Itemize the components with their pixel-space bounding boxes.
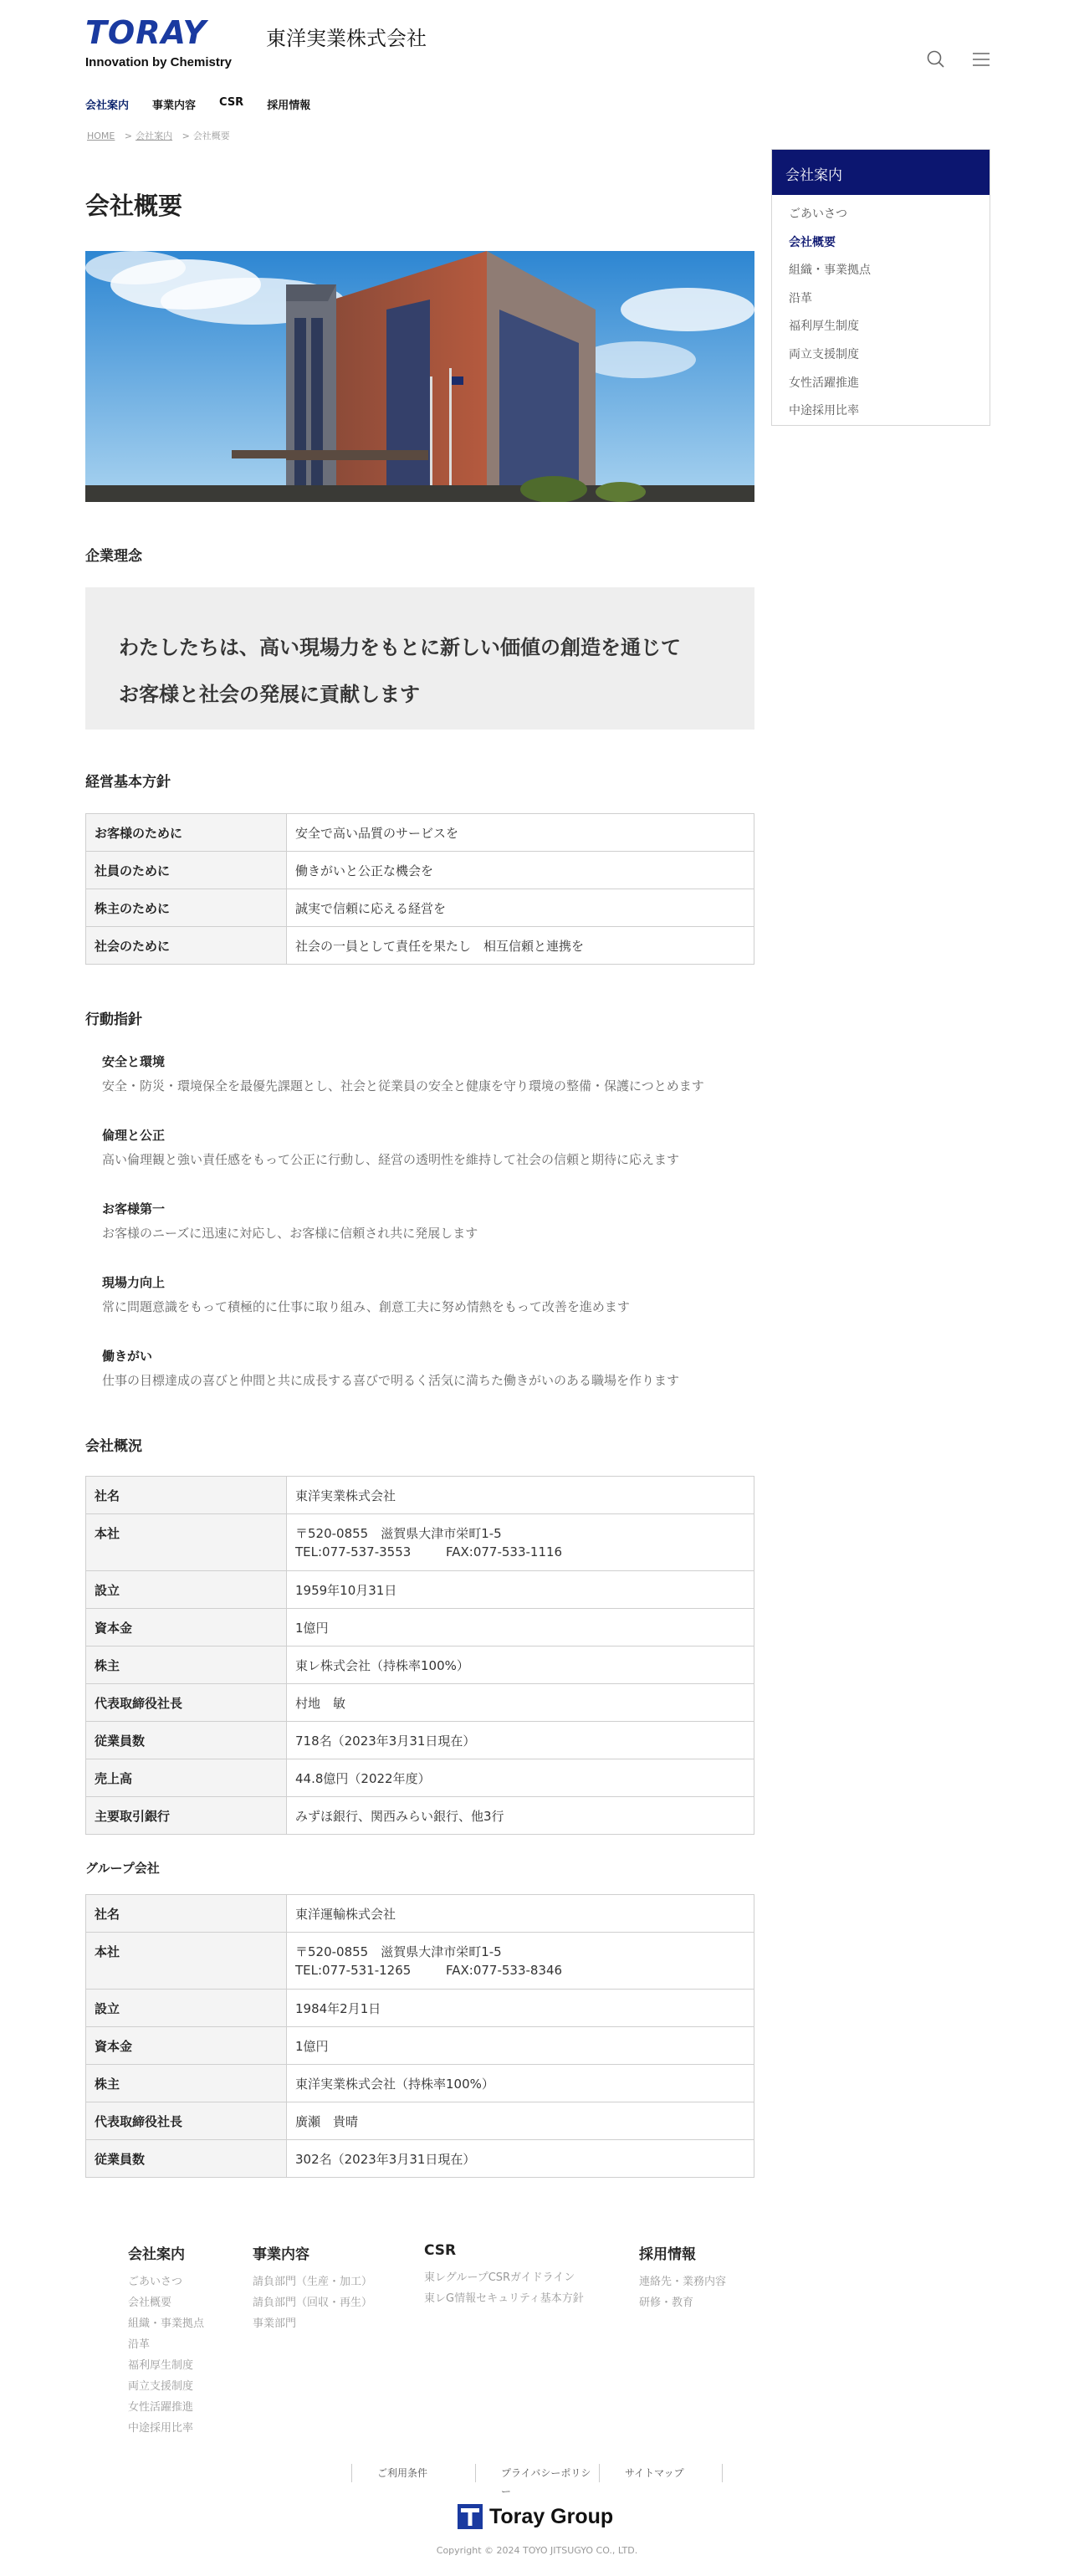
logo-mark-text: TORAY: [85, 14, 207, 51]
footer-link[interactable]: 組織・事業拠点: [128, 2317, 205, 2330]
footer-privacy-link[interactable]: プライバシーポリシー: [475, 2464, 599, 2482]
table-row: [86, 2140, 754, 2178]
section-heading-conduct: 行動指針: [85, 1011, 142, 1028]
footer-column-company: [128, 2242, 204, 2439]
footer-column-business: [253, 2242, 372, 2334]
footer-sitemap-link[interactable]: サイトマップ: [599, 2464, 723, 2482]
logo-mark: [85, 14, 253, 51]
philosophy-box: [85, 587, 754, 730]
table-value-cell: 東洋実業株式会社: [287, 1477, 754, 1514]
table-header-cell: 本社: [86, 1514, 287, 1571]
page-title: 会社概要: [85, 192, 183, 220]
table-row: [86, 1571, 754, 1609]
table-row: [86, 814, 754, 852]
conduct-desc: お客様のニーズに迅速に対応し、お客様に信頼され共に発展します: [102, 1226, 478, 1241]
side-nav-item[interactable]: 組織・事業拠点: [789, 264, 871, 278]
logo-tagline: Innovation by Chemistry: [85, 55, 233, 69]
footer-link[interactable]: 請負部門（回収・再生）: [253, 2297, 373, 2309]
footer-link[interactable]: 女性活躍推進: [128, 2401, 194, 2414]
section-heading-overview: 会社概況: [85, 1438, 142, 1455]
breadcrumb-separator: >: [182, 131, 190, 141]
policy-table: [85, 813, 754, 965]
table-header-cell: 本社: [86, 1933, 287, 1990]
side-nav-item-current[interactable]: 会社概要: [789, 235, 836, 249]
table-row: [86, 852, 754, 889]
section-heading-philosophy: 企業理念: [85, 548, 142, 565]
global-nav: [85, 96, 334, 112]
table-row: [86, 1797, 754, 1835]
table-header-cell: 主要取引銀行: [86, 1797, 287, 1835]
conduct-desc: 常に問題意識をもって積極的に仕事に取り組み、創意工夫に努め情熱をもって改善を進めます: [102, 1299, 630, 1314]
table-header-cell: 社名: [86, 1895, 287, 1933]
overview-table: [85, 1476, 754, 1835]
group-hq-tel: TEL:077-531-1265: [295, 1962, 412, 1978]
footer-link[interactable]: ごあいさつ: [128, 2276, 183, 2288]
side-nav-item[interactable]: 福利厚生制度: [789, 320, 859, 334]
side-nav-item[interactable]: 中途採用比率: [789, 404, 859, 418]
conduct-desc: 仕事の目標達成の喜びと仲間と共に成長する喜びで明るく活気に満ちた働きがいのある職場を作ります: [102, 1373, 680, 1388]
table-row: [86, 1684, 754, 1722]
nav-company[interactable]: 会社案内: [85, 100, 130, 112]
footer-link[interactable]: 事業部門: [253, 2317, 297, 2330]
table-value-cell: 1984年2月1日: [287, 1990, 754, 2027]
copyright: Copyright © 2024 TOYO JITSUGYO CO., LTD.: [436, 2545, 638, 2556]
table-value-cell: 誠実で信頼に応える経営を: [287, 889, 754, 927]
breadcrumb: [87, 129, 230, 142]
table-value-cell: 44.8億円（2022年度）: [287, 1759, 754, 1797]
table-value-cell: 1億円: [287, 2027, 754, 2065]
footer-heading[interactable]: 事業内容: [253, 2246, 309, 2263]
footer-heading[interactable]: 採用情報: [639, 2246, 696, 2263]
table-value-cell: 社会の一員として責任を果たし 相互信頼と連携を: [287, 927, 754, 965]
table-value-cell: 村地 敏: [287, 1684, 754, 1722]
table-header-cell: 設立: [86, 1571, 287, 1609]
menu-icon[interactable]: [970, 49, 992, 70]
hero-building-image: [85, 251, 754, 502]
hq-address: 〒520-0855 滋賀県大津市栄町1-5: [295, 1525, 502, 1541]
table-header-cell: 代表取締役社長: [86, 1684, 287, 1722]
table-value-cell: みずほ銀行、関西みらい銀行、他3行: [287, 1797, 754, 1835]
section-heading-group: グループ会社: [85, 1861, 160, 1876]
conduct-desc: 高い倫理観と強い責任感をもって公正に行動し、経営の透明性を維持して社会の信頼と期待に応えます: [102, 1152, 680, 1167]
search-icon[interactable]: [925, 49, 947, 70]
footer-link[interactable]: 中途採用比率: [128, 2422, 194, 2435]
table-value-cell: 302名（2023年3月31日現在）: [287, 2140, 754, 2178]
conduct-item: [102, 1273, 771, 1315]
footer-column-recruit: [639, 2242, 726, 2313]
toray-group-mark-icon: [458, 2504, 483, 2529]
group-logo-text: Toray Group: [489, 2504, 614, 2528]
table-header-cell: お客様のために: [86, 814, 287, 852]
group-hq-fax: FAX:077-533-8346: [446, 1962, 563, 1978]
side-nav: [771, 149, 990, 426]
table-row: [86, 1514, 754, 1571]
table-header-cell: 代表取締役社長: [86, 2102, 287, 2140]
table-header-cell: 従業員数: [86, 1722, 287, 1759]
side-nav-heading[interactable]: 会社案内: [772, 150, 990, 195]
breadcrumb-current: 会社概要: [192, 131, 230, 141]
table-row: [86, 1990, 754, 2027]
table-value-cell: 働きがいと公正な機会を: [287, 852, 754, 889]
conduct-item: [102, 1347, 771, 1389]
conduct-item: [102, 1052, 771, 1094]
table-value-cell: 廣瀬 貴晴: [287, 2102, 754, 2140]
table-value-cell: 東レ株式会社（持株率100%）: [287, 1646, 754, 1684]
table-row: [86, 1895, 754, 1933]
hq-fax: FAX:077-533-1116: [446, 1544, 563, 1559]
group-hq-phone-line: [295, 1961, 745, 1979]
table-value-cell: 1959年10月31日: [287, 1571, 754, 1609]
table-row: [86, 927, 754, 965]
hq-phone-line: [295, 1543, 745, 1561]
conduct-item: [102, 1126, 771, 1168]
footer-heading[interactable]: 会社案内: [128, 2246, 185, 2263]
table-header-cell: 社会のために: [86, 927, 287, 965]
side-nav-list: [772, 195, 990, 426]
table-row: [86, 2027, 754, 2065]
table-row: [86, 1722, 754, 1759]
side-nav-item[interactable]: 女性活躍推進: [789, 376, 859, 390]
table-value-cell: 1億円: [287, 1609, 754, 1646]
table-header-cell: 株主: [86, 2065, 287, 2102]
footer-link[interactable]: 請負部門（生産・加工）: [253, 2276, 373, 2288]
table-header-cell: 売上高: [86, 1759, 287, 1797]
table-header-cell: 資本金: [86, 1609, 287, 1646]
footer-link[interactable]: 沿革: [128, 2338, 151, 2351]
table-row: [86, 1759, 754, 1797]
breadcrumb-home[interactable]: HOME: [87, 131, 115, 141]
toray-group-logo[interactable]: [458, 2503, 613, 2530]
table-header-cell: 資本金: [86, 2027, 287, 2065]
table-header-cell: 株主: [86, 1646, 287, 1684]
footer-link[interactable]: 会社概要: [128, 2297, 172, 2309]
conduct-title: 現場力向上: [102, 1275, 166, 1290]
hq-tel: TEL:077-537-3553: [295, 1544, 412, 1559]
table-row: [86, 889, 754, 927]
footer-link[interactable]: 連絡先・業務内容: [639, 2276, 727, 2288]
side-nav-item[interactable]: 両立支援制度: [789, 347, 859, 361]
breadcrumb-separator: >: [124, 131, 133, 141]
company-name[interactable]: 東洋実業株式会社: [266, 27, 427, 50]
table-value-cell: 東洋実業株式会社（持株率100%）: [287, 2065, 754, 2102]
side-nav-item[interactable]: 沿革: [789, 291, 812, 305]
table-value-cell: [287, 1933, 754, 1990]
conduct-title: 倫理と公正: [102, 1128, 166, 1143]
table-value-cell: [287, 1514, 754, 1571]
toray-logo[interactable]: [85, 14, 253, 70]
table-header-cell: 株主のために: [86, 889, 287, 927]
breadcrumb-company[interactable]: 会社案内: [136, 131, 173, 141]
footer-terms-link[interactable]: ご利用条件: [351, 2464, 475, 2482]
conduct-title: 安全と環境: [102, 1054, 166, 1069]
table-header-cell: 設立: [86, 1990, 287, 2027]
table-row: [86, 1477, 754, 1514]
table-header-cell: 従業員数: [86, 2140, 287, 2178]
table-row: [86, 1646, 754, 1684]
philosophy-line-1: わたしたちは、高い現場力をもとに新しい価値の創造を通じて: [119, 636, 681, 659]
group-table: [85, 1894, 754, 2178]
footer-link[interactable]: 福利厚生制度: [128, 2359, 194, 2372]
footer-link[interactable]: 東レグループCSRガイドライン: [424, 2271, 575, 2284]
table-value-cell: 安全で高い品質のサービスを: [287, 814, 754, 852]
table-row: [86, 2065, 754, 2102]
conduct-desc: 安全・防災・環境保全を最優先課題とし、社会と従業員の安全と健康を守り環境の整備・保護につとめます: [102, 1078, 704, 1093]
conduct-title: 働きがい: [102, 1349, 153, 1364]
footer-link[interactable]: 両立支援制度: [128, 2380, 194, 2393]
footer-link[interactable]: 東レG情報セキュリティ基本方針: [424, 2292, 584, 2305]
nav-business[interactable]: 事業内容: [152, 100, 197, 112]
footer-column-csr: [424, 2242, 584, 2309]
conduct-title: お客様第一: [102, 1201, 166, 1216]
footer-bottom-links: [351, 2464, 723, 2497]
table-value-cell: 718名（2023年3月31日現在）: [287, 1722, 754, 1759]
table-header-cell: 社名: [86, 1477, 287, 1514]
section-heading-policy: 経営基本方針: [85, 774, 171, 791]
conduct-item: [102, 1200, 771, 1242]
site-header: [0, 0, 1074, 141]
footer-link[interactable]: 研修・教育: [639, 2297, 694, 2309]
philosophy-line-2: お客様と社会の発展に貢献します: [119, 683, 420, 706]
nav-recruit[interactable]: 採用情報: [267, 100, 311, 112]
table-row: [86, 1609, 754, 1646]
footer-heading[interactable]: CSR: [424, 2242, 457, 2259]
group-hq-address: 〒520-0855 滋賀県大津市栄町1-5: [295, 1944, 502, 1959]
table-row: [86, 2102, 754, 2140]
nav-csr[interactable]: CSR: [219, 96, 244, 109]
table-row: [86, 1933, 754, 1990]
table-value-cell: 東洋運輸株式会社: [287, 1895, 754, 1933]
side-nav-item[interactable]: ごあいさつ: [789, 207, 847, 221]
table-header-cell: 社員のために: [86, 852, 287, 889]
